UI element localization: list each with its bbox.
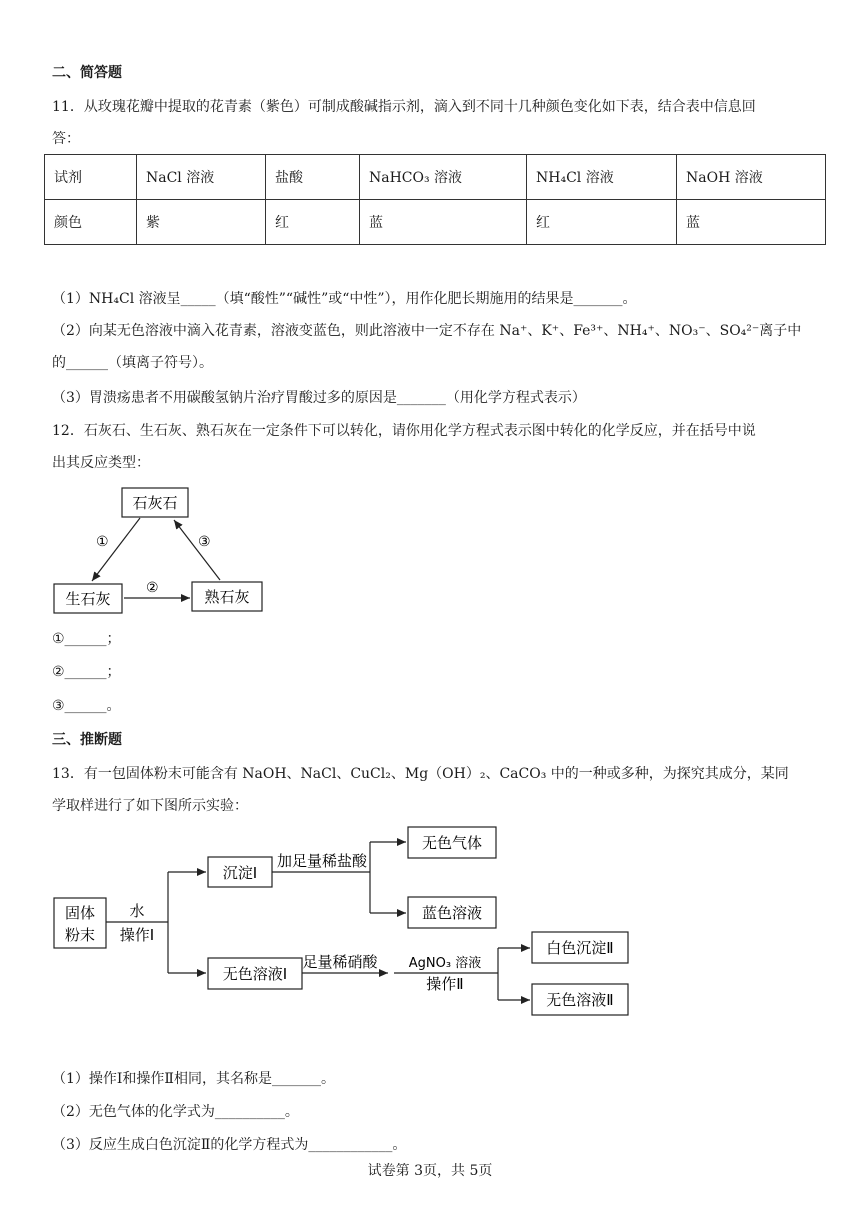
q11-stem-line1: 11．从玫瑰花瓣中提取的花青素（紫色）可制成酸碱指示剂，滴入到不同十几种颜色变化如下表，结合表中信息回 [52, 99, 756, 115]
q12-answer-1: ①______； [52, 631, 121, 647]
arrow-2-label: ② [146, 580, 159, 596]
lime-conversion-diagram [40, 480, 280, 620]
table-row [45, 200, 826, 245]
q12-answer-2: ②______； [52, 664, 121, 680]
colorless-gas-label: 无色气体 [421, 834, 483, 852]
table-cell: 颜色 [45, 200, 137, 245]
q12-answer-3: ③______。 [52, 698, 121, 714]
water-label: 水 [129, 902, 145, 920]
arrow-3 [174, 520, 220, 580]
q13-part1: （1）操作Ⅰ和操作Ⅱ相同，其名称是_______。 [52, 1071, 335, 1087]
page-footer: 试卷第 3页，共 5页 [367, 1163, 493, 1179]
table-cell: 红 [527, 200, 677, 245]
q13-part3: （3）反应生成白色沉淀Ⅱ的化学方程式为____________。 [52, 1137, 407, 1153]
section-title-inference: 三、推断题 [52, 732, 122, 748]
blue-solution-label: 蓝色溶液 [421, 904, 483, 922]
table-cell: 盐酸 [266, 155, 360, 200]
table-cell: 蓝 [360, 200, 527, 245]
table-row [45, 155, 826, 200]
operation-2-label: 操作Ⅱ [426, 975, 464, 993]
table-cell: NH₄Cl 溶液 [527, 155, 677, 200]
colorless-solution-2-label: 无色溶液Ⅱ [546, 991, 614, 1009]
table-cell: NaHCO₃ 溶液 [360, 155, 527, 200]
q13-stem-line1: 13．有一包固体粉末可能含有 NaOH、NaCl、CuCl₂、Mg（OH）₂、CaCO₃ 中的一种或多种，为探究其成分，某同 [52, 766, 789, 782]
q13-stem-line2: 学取样进行了如下图所示实验： [52, 798, 248, 814]
table-cell: 蓝 [677, 200, 826, 245]
limestone-label: 石灰石 [132, 494, 178, 512]
arrow-1-label: ① [96, 534, 109, 550]
add-hno3-label: 足量稀硝酸 [302, 953, 378, 971]
q13-part2: （2）无色气体的化学式为__________。 [52, 1104, 299, 1120]
table-cell: 紫 [137, 200, 266, 245]
add-hcl-label: 加足量稀盐酸 [276, 852, 368, 870]
q11-part2-line1: （2）向某无色溶液中滴入花青素，溶液变蓝色，则此溶液中一定不存在 Na⁺、K⁺、Fe³⁺、NH₄⁺、NO₃⁻、SO₄²⁻离子中 [52, 323, 802, 339]
q11-part3: （3）胃溃疡患者不用碳酸氢钠片治疗胃酸过多的原因是_______（用化学方程式表示） [52, 390, 586, 406]
operation-1-label: 操作Ⅰ [119, 926, 155, 944]
precipitate-1-label: 沉淀Ⅰ [222, 864, 258, 882]
section-title-short-answer: 二、简答题 [52, 65, 122, 81]
table-cell: NaOH 溶液 [677, 155, 826, 200]
table-cell: 试剂 [45, 155, 137, 200]
solid-powder-label-1: 固体 [64, 904, 96, 922]
q12-stem-line2: 出其反应类型： [52, 455, 150, 471]
quicklime-label: 生石灰 [65, 590, 111, 608]
arrow-3-label: ③ [198, 534, 211, 550]
experiment-flowchart [40, 820, 650, 1030]
q11-part1: （1）NH₄Cl 溶液呈_____（填“酸性”“碱性”或“中性”），用作化肥长期施用的结果是_______。 [52, 291, 637, 307]
q12-stem-line1: 12．石灰石、生石灰、熟石灰在一定条件下可以转化，请你用化学方程式表示图中转化的化学反应，并在括号中说 [52, 423, 756, 439]
colorless-solution-1-label: 无色溶液Ⅰ [222, 965, 288, 983]
solid-powder-label-2: 粉末 [64, 926, 96, 944]
indicator-color-table [44, 154, 826, 245]
q11-part2-line2: 的______（填离子符号）。 [52, 355, 213, 371]
white-precipitate-label: 白色沉淀Ⅱ [546, 939, 614, 957]
table-cell: 红 [266, 200, 360, 245]
q11-stem-line2: 答： [52, 131, 80, 147]
table-cell: NaCl 溶液 [137, 155, 266, 200]
agno3-label: AgNO₃ 溶液 [408, 956, 482, 971]
slaked-lime-label: 熟石灰 [204, 588, 250, 606]
